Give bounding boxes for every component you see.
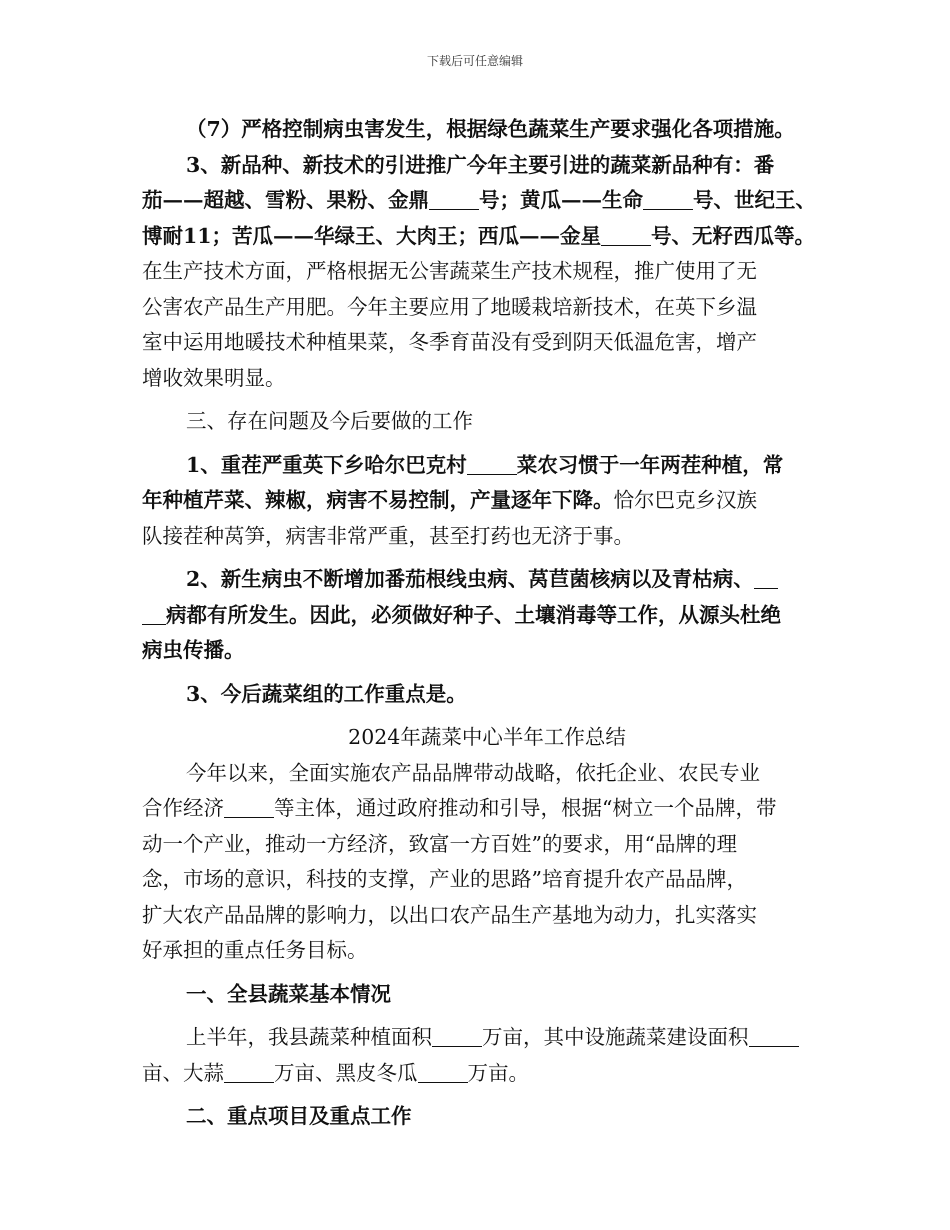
fill-blank [432,1026,482,1048]
paragraph-basic-situation: 上半年，我县蔬菜种植面积 万亩，其中设施蔬菜建设面积 亩、大蒜 万亩、黑皮冬瓜 万亩。 [142,1020,832,1091]
paragraph-measure-7: （7）严格控制病虫害发生，根据绿色蔬菜生产要求强化各项措施。 [186,117,795,141]
page-header: 下载后可任意编辑 [426,54,523,68]
paragraph-intro: 今年以来，全面实施农产品品牌带动战略，依托企业、农民专业 合作经济 等主体，通过政府推动和引导，根据“树立一个品牌，带 动一个产业，推动一方经济，致富一方百姓”的要求，用“品牌的理 念，市场的意识，科技的支撑，产业的思路”培育提升农产品品牌， 扩大农产品品牌的影响力，以出口农产品生产基地为动力，扎实落实 好承担的重点任务目标。 [142,760,777,962]
paragraph-new-varieties: 3、新品种、新技术的引进推广今年主要引进的蔬菜新品种有：番 茄——超越、雪粉、果粉、金鼎 号；黄瓜——生命 号、世纪王、 博耐11；苦瓜——华绿王、大肉王；西瓜——金星 号、无籽西瓜等。 [142,152,816,248]
fill-blank [418,1061,468,1083]
heading-section-3: 三、存在问题及今后要做的工作 [186,409,473,433]
fill-blank [601,224,651,246]
fill-blank [643,189,693,211]
fill-blank [754,568,778,590]
heading-section-1: 一、全县蔬菜基本情况 [186,981,391,1006]
heading-section-2: 二、重点项目及重点工作 [186,1104,412,1128]
fill-blank [749,1026,799,1048]
fill-blank [224,1061,274,1083]
document-title: 2024年蔬菜中心半年工作总结 [348,725,626,749]
fill-blank [429,189,479,211]
paragraph-issue-2: 2、新生病虫不断增加番茄根线虫病、莴苣菌核病以及青枯病、 病都有所发生。因此，必须做好种子、土壤消毒等工作，从源头杜绝 病虫传播。 [142,567,781,662]
paragraph-issue-1: 1、重茬严重英下乡哈尔巴克村 菜农习惯于一年两茬种植，常 年种植芹菜、辣椒，病害不易控制，产量逐年下降。恰尔巴克乡汉族 队接茬种莴笋，病害非常严重，甚至打药也无济于事。 [142,452,784,548]
document-body [142,112,832,1135]
fill-blank [142,603,166,625]
fill-blank [224,797,274,819]
fill-blank [467,453,517,475]
paragraph-issue-3: 3、今后蔬菜组的工作重点是。 [186,681,467,706]
paragraph-production-tech: 在生产技术方面，严格根据无公害蔬菜生产技术规程，推广使用了无 公害农产品生产用肥。今年主要应用了地暖栽培新技术，在英下乡温 室中运用地暖技术种植果菜，冬季育苗没有受到阴天低温危害，增产 增收效果明显。 [142,259,757,390]
